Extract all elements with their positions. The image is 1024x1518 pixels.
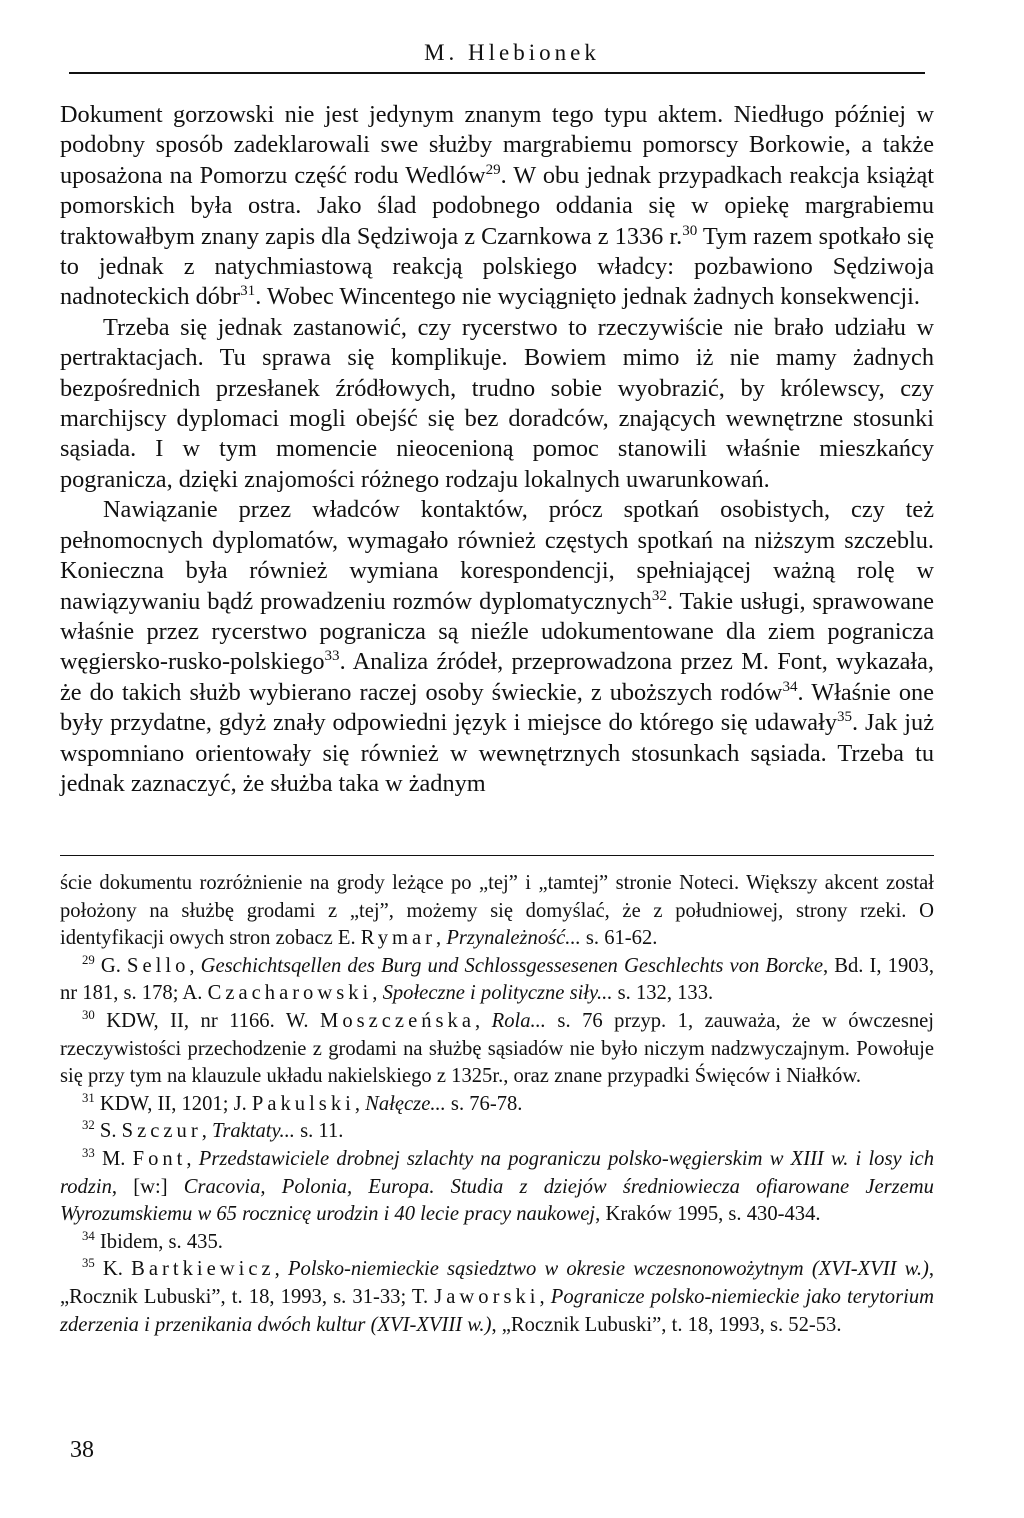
- main-text: [60, 100, 934, 799]
- footnote-continuation: ście dokumentu rozróżnienie na grody leżące po „tej” i „tamtej” stronie Noteci. Większy akcent został położony na służbę grodami z „tej”, możemy się domyślać, że z południowej, strony rzeki. O identyfikacji owych stron zobacz E. Rymar, Przynależność... s. 61-62.: [60, 872, 934, 950]
- footnote-31: $^{31}$ KDW, II, 1201; J. Pakulski, Nałęcze... s. 76-78.: [82, 1090, 523, 1115]
- header-rule: [69, 72, 925, 74]
- paragraph-1: Dokument gorzowski nie jest jedynym znanym tego typu aktem. Niedługo później w podobny sposób zadeklarowali swe służby margrabiemu pomorscy Borkowie, a także uposażona na Pomorzu część rodu Wedlów$^{29}$. W obu jednak przypadkach reakcja książąt pomorskich była ostra. Jako ślad podobnego oddania się w opiekę margrabiemu traktowałbym znany zapis dla Sędziwoja z Czarnkowa z 1336 r.$^{30}$ Tym razem spotkało się to jednak z natychmiastową reakcją polskiego władcy: pozbawiono Sędziwoja nadnoteckich dóbr$^{31}$. Wobec Wincentego nie wyciągnięto jednak żadnych konsekwencji.: [60, 101, 934, 311]
- footnote-ref-34[interactable]: 34: [782, 678, 798, 695]
- paragraph-3: Nawiązanie przez władców kontaktów, prócz spotkań osobistych, czy też pełnomocnych dyplomatów, wymagało również częstych spotkań na niższym szczeblu. Konieczna była również wymiana korespondencji, spełniającej ważną rolę w nawiązywaniu bądź prowadzeniu rozmów dyplomatycznych$^{32}$. Takie usługi, sprawowane właśnie przez rycerstwo pogranicza są nieźle udokumentowane dla ziem pogranicza węgiersko-rusko-polskiego$^{33}$. Analiza źródeł, przeprowadzona przez M. Font, wykazała, że do takich służb wybierano raczej osoby świeckie, z uboższych rodów$^{34}$. Właśnie one były przydatne, gdyż znały odpowiedni język i miejsce do którego się udawały$^{35}$. Jak już wspomniano orientowały się również w wewnętrznych stosunkach sąsiada. Trzeba tu jednak zaznaczyć, że służba taka w żadnym: [60, 496, 934, 797]
- footnote-ref-35[interactable]: 35: [836, 709, 853, 726]
- running-head: M. Hlebionek: [424, 40, 600, 65]
- footnote-ref-29[interactable]: 29: [485, 161, 501, 178]
- footnote-34: $^{34}$ Ibidem, s. 435.: [82, 1228, 223, 1253]
- footnote-ref-30[interactable]: 30: [682, 222, 698, 239]
- footnote-rule: [60, 855, 934, 856]
- footnote-ref-31[interactable]: 31: [240, 283, 256, 300]
- footnote-35: $^{35}$ K. Bartkiewicz, Polsko-niemieckie sąsiedztwo w okresie wczesnonowożytnym (XVI-XVII w.), „Rocznik Lubuski”, t. 18, 1993, s. 31-33; T. Jaworski, Pogranicze polsko-niemieckie jako terytorium zderzenia i przenikania dwóch kultur (XVI-XVIII w.), „Rocznik Lubuski”, t. 18, 1993, s. 52-53.: [60, 1256, 934, 1336]
- page-number: 38: [70, 1437, 94, 1463]
- footnotes: [60, 870, 934, 1339]
- footnote-ref-32[interactable]: 32: [651, 587, 667, 604]
- footnote-30: $^{30}$ KDW, II, nr 1166. W. Moszczeńska, Rola... s. 76 przyp. 1, zauważa, że w ówczesnej rzeczywistości przechodzenie z grodami na służbę sąsiadów nie było niczym nadzwyczajnym. Powołuje się przy tym na klauzule układu nakielskiego z 1325r., oraz znane przypadki Święców i Niałków.: [60, 1008, 934, 1088]
- footnote-ref-33[interactable]: 33: [324, 648, 340, 665]
- footnote-29: $^{29}$ G. Sello, Geschichtsqellen des Burg und Schlossgessesenen Geschlechts von Borcke, Bd. I, 1903, nr 181, s. 178; A. Czacharowski, Społeczne i polityczne siły... s. 132, 133.: [60, 952, 934, 1005]
- paragraph-2: Trzeba się jednak zastanowić, czy rycerstwo to rzeczywiście nie brało udziału w pertraktacjach. Tu sprawa się komplikuje. Bowiem mimo iż nie mamy żadnych bezpośrednich przesłanek źródłowych, trudno sobie wyobrazić, by królewscy, czy marchijscy dyplomaci mogli obejść się bez doradców, znających wewnętrzne stosunki sąsiada. I w tym momencie nieocenioną pomoc stanowili właśnie mieszkańcy pogranicza, dzięki znajomości różnego rodzaju lokalnych uwarunkowań.: [60, 313, 934, 493]
- footnote-32: $^{32}$ S. Szczur, Traktaty... s. 11.: [82, 1118, 344, 1143]
- footnote-33: $^{33}$ M. Font, Przedstawiciele drobnej szlachty na pograniczu polsko-węgierskim w XIII w. i losy ich rodzin, [w:] Cracovia, Polonia, Europa. Studia z dziejów średniowiecza ofiarowane Jerzemu Wyrozumskiemu w 65 rocznicę urodzin i 40 lecie pracy naukowej, Kraków 1995, s. 430-434.: [60, 1146, 934, 1226]
